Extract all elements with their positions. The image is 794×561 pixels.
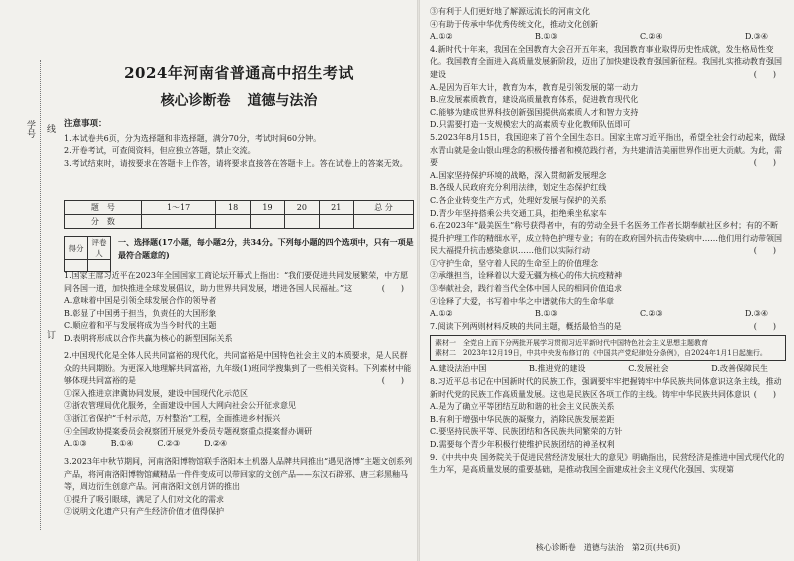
score-table-row (65, 215, 414, 229)
section-heading: 一、选择题(17小题，每小题2分，共34分。下列每小题的四个选项中，只有一项是最符合题意的) (118, 237, 414, 260)
option: B.各级人民政府充分利用法律，划定生态保护红线 (430, 183, 607, 193)
right-page (420, 0, 794, 561)
question-stem (64, 350, 414, 388)
question-6 (430, 220, 786, 321)
material-item: 素材一 全党自上而下分两批开展学习贯彻习近平新时代中国特色社会主义思想主题教育 (435, 339, 708, 348)
question-text: 4.新时代十年来，我国在全国教育大会召开五年来，我国教育事业取得历史性成就，发生格局性变化。我国教育全面进入高质量发展新阶段，迈出了加快建设教育强国新征程。我国扎实推动教育强国建设 (430, 44, 782, 79)
notes-heading: 注意事项： (64, 119, 107, 129)
option: ④有助于传承中华优秀传统文化，推动文化创新 (430, 19, 598, 29)
option: C.顺应着和平与发展将成为当今时代的主题 (64, 321, 217, 331)
question-stem (430, 44, 786, 82)
option: ④诠释了大爱，书写着中华之中谱就伟大的生命华章 (430, 296, 614, 306)
score-cell: 19 (250, 201, 284, 215)
option: C.发展社会 (628, 364, 669, 374)
question-stem: 9.《中共中央 国务院关于促进民营经济发展壮大的意见》明确指出，民营经济是推进中国式现代化的生力军，是高质量发展的重要基础，是推动我国全面建成社会主义现代化强国、实现第 (430, 452, 785, 475)
grader-box (64, 236, 111, 272)
option: ③奉献社会，践行着当代全体中国人民的相同价值追求 (430, 284, 622, 294)
option: ③浙江省保护“千村示范，万村整治”工程，全面推进乡村振兴 (64, 413, 281, 423)
note-item: 2.开卷考试，可查阅资料，但应独立答题，禁止交流。 (64, 146, 256, 156)
score-cell: 18 (216, 201, 250, 215)
option: A.意味着中国是引领全球发展合作的领导者 (64, 296, 217, 306)
score-cell: 题 号 (65, 201, 142, 215)
score-cell (250, 215, 284, 229)
question-5 (430, 132, 786, 220)
note-item: 1.本试卷共6页，分为选择题和非选择题，满分70分，考试时间60分钟。 (64, 133, 322, 143)
option-row (430, 308, 786, 321)
option: ③有利于人们更好地了解源远流长的河南文化 (430, 7, 590, 16)
binding-label-order: 订 (45, 330, 55, 339)
option: B.推进党的建设 (529, 364, 586, 374)
option: ②浙农管理局优化服务，全面建设中国人大网向社会公开征求意见 (64, 401, 296, 411)
option: D.改善保障民生 (711, 364, 768, 374)
exam-subtitle-a: 核心诊断卷 (160, 93, 231, 109)
option: B.应发展素质教育，建设高质量教育体系，促进教育现代化 (430, 95, 639, 105)
option: D.③④ (744, 32, 768, 42)
exam-subtitle (64, 90, 414, 110)
score-cell: 分 数 (65, 215, 142, 229)
option: C.②④ (639, 32, 663, 42)
exam-title: 2024年河南省普通高中招生考试 (124, 64, 354, 82)
answer-paren: ( ) (753, 246, 776, 256)
question-3-continued (430, 6, 786, 44)
answer-paren: ( ) (753, 69, 776, 79)
score-cell: 1～17 (141, 201, 216, 215)
option: B.有利于增强中华民族的凝聚力，消除民族发展差距 (430, 414, 615, 424)
right-content (430, 0, 786, 477)
option: B.彰显了中国勇于担当，负责任的大国形象 (64, 308, 217, 318)
question-text: 1.国家主席习近平在2023年全国国家工商论坛开幕式上指出：“我们要促进共同发展繁荣，中方愿同各国一道，加快推进全球发展倡议，助力世界共同发展，增进各国人民福祉。”这 (64, 271, 409, 293)
question-stem (430, 132, 786, 170)
option: A.①② (430, 32, 453, 42)
binding-line (40, 60, 41, 530)
option: A.①② (430, 309, 453, 319)
question-3 (64, 456, 414, 519)
note-item: 3.考试结束时，请按要求在答题卡上作答，请将要求直接答在答题卡上。答在试卷上的答案无效。 (64, 158, 408, 168)
option: ④全国政协提案委员会视察团开展党外委员专题视察重点提案督办调研 (64, 426, 312, 436)
question-1 (64, 270, 414, 346)
option: C.能够为建成世界科技创新强国提供高素质人才和智力支持 (430, 107, 639, 117)
option: C.②③ (639, 309, 663, 319)
question-text: 2.中国现代化是全体人民共同富裕的现代化，共同富裕是中国特色社会主义的本质要求，是人民群众的共同期盼。为更深入地理解共同富裕，九年级(1)班同学搜集到了一些相关资料。下列素材中能够体现共同富裕的是 (64, 351, 412, 386)
score-cell (285, 215, 319, 229)
option: ①提升了吸引眼球，满足了人们对文化的需求 (64, 494, 224, 504)
binding-label-line: 线 (45, 124, 55, 133)
option: D.③④ (744, 309, 768, 319)
question-text: 7.阅读下列两则材料反映的共同主题，概括最恰当的是 (430, 321, 622, 331)
option: A.国家坚持保护环境的战略，深入贯彻新发展理念 (430, 170, 607, 180)
answer-paren: ( ) (381, 376, 404, 386)
question-text: 6.在2023年“最美医生”称号获得者中，有的劳动全县千名医务工作者长期奉献社区乡村；有的不断提升护理工作的精细水平，成立特色护理专业；有的在政府国外抗击传染病中……他们用行动带领国民大福提升抗击感染意识……他们以实际行动 (430, 221, 782, 256)
option: A.①③ B.①④ C.②③ D.②④ (64, 439, 228, 449)
score-cell (141, 215, 216, 229)
question-7 (430, 321, 786, 376)
option: ②承继担当，诠释着以大爱无疆为核心的伟大抗疫精神 (430, 271, 622, 281)
answer-paren: ( ) (381, 283, 404, 293)
option: B.①③ (534, 309, 558, 319)
score-cell: 21 (319, 201, 353, 215)
question-2 (64, 350, 414, 451)
question-4 (430, 44, 786, 132)
score-cell (216, 215, 250, 229)
score-cell: 20 (285, 201, 319, 215)
option: A.是为了确立平等团结互助和谐的社会主义民族关系 (430, 402, 615, 412)
material-box (430, 335, 786, 361)
score-cell (319, 215, 353, 229)
option: A.是因为百年大计，教育为本，教育是引领发展的第一动力 (430, 82, 639, 92)
score-table-row (65, 201, 414, 215)
question-9 (430, 452, 786, 477)
question-stem (430, 376, 786, 401)
answer-paren: ( ) (753, 321, 776, 331)
answer-paren: ( ) (753, 389, 776, 399)
page-footer: 核心诊断卷 道德与法治 第2页(共6页) (535, 543, 681, 553)
option: B.①③ (534, 32, 558, 42)
question-8 (430, 376, 786, 452)
option: D.需要每个青少年积极行使维护民族团结的神圣权利 (430, 440, 615, 449)
binding-label-number: 学号 (25, 120, 35, 138)
grader-label-reviewer: 评卷人 (88, 237, 111, 260)
question-stem (430, 321, 786, 334)
question-stem (64, 270, 414, 295)
option: C.各企业转变生产方式，处理好发展与保护的关系 (430, 195, 607, 205)
question-stem (430, 220, 786, 258)
option-row (430, 31, 786, 44)
answer-paren: ( ) (753, 158, 776, 168)
option: D.表明将形成以合作共赢为核心的新型国际关系 (64, 333, 233, 343)
score-table (64, 200, 414, 229)
option: D.青少年坚持搭乘公共交通工具，拒绝乘坐私家车 (430, 208, 607, 218)
option: D.只需要打造一支规模宏大的高素质专业化教师队伍即可 (430, 120, 631, 130)
exam-subtitle-b: 道德与法治 (247, 93, 318, 109)
option-row (430, 363, 786, 376)
question-text: 5.2023年8月15日，我国迎来了首个全国生态日。国家主席习近平指出，希望全社会行动起来，做绿水青山就是金山银山理念的积极传播者和模范践行者，为共建清洁美丽世界作出更大贡献。为此，需要 (430, 132, 786, 168)
score-cell: 总 分 (353, 201, 413, 215)
option: ①守护生命，坚守着人民的生命至上的价值理念 (430, 258, 598, 268)
option: A.建设法治中国 (430, 364, 487, 374)
material-item: 素材二 2023年12月19日，中共中央发布修订的《中国共产党纪律处分条例》，自2024年1月1日起施行。 (435, 349, 767, 358)
score-cell (353, 215, 413, 229)
grader-label-score: 得分 (65, 237, 88, 260)
option: ①深入推进京津冀协同发展，建设中国现代化示范区 (64, 388, 248, 398)
question-text: 8.习近平总书记在中国新时代的民族工作，强调要牢牢把握铸牢中华民族共同体意识这条主线，推动新时代党的民族工作高质量发展。这也是民族区各项工作的主线。铸牢中华民族共同体意识 (430, 377, 782, 399)
option: ②说明文化遗产只有产生经济价值才值得保护 (64, 507, 224, 517)
option: C.要坚持民族平等、民族团结和各民族共同繁荣的方针 (430, 427, 623, 437)
notes (64, 118, 414, 170)
binding-margin (0, 0, 58, 561)
question-stem: 3.2023年中秋节期间，河南洛阳博物馆联手洛阳本土机器人品牌共同推出“遇见洛博”主题文创系列产品，将河南洛阳博物馆藏精品一件件变成可以带回家的文创产品——东汉石辟邪、唐三彩黑釉马等，周边衍生创意产品。河南洛阳文创月饼的推出 (64, 457, 413, 492)
